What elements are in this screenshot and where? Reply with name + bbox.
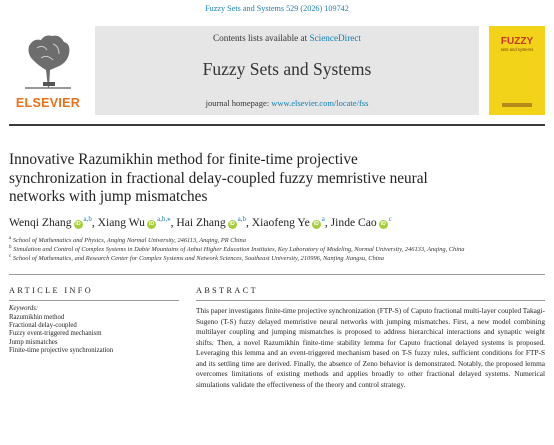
journal-header [9,26,545,118]
cover-footer [489,102,545,109]
keyword-item: Fractional delay-coupled [9,322,77,330]
author-affiliation-marker[interactable]: a,b,⁎ [156,215,171,224]
abstract-rule [196,300,545,301]
abstract-heading: ABSTRACT [196,286,258,295]
author-name[interactable]: Wenqi Zhang [9,216,72,229]
author-separator: , [170,216,177,229]
sciencedirect-link[interactable]: ScienceDirect [309,33,361,43]
author-name[interactable]: Hai Zhang [176,216,226,229]
keywords-heading: Keywords: [9,305,39,312]
author-separator: , [324,216,331,229]
affiliation-text: School of Mathematics and Physics, Anqing Normal University, 246113, Anqing, PR China [12,237,246,244]
author-affiliation-marker[interactable]: a [321,215,325,224]
keyword-list [9,314,179,355]
journal-cover-thumbnail[interactable] [489,26,545,115]
header-divider [9,124,545,126]
article-info-rule [9,300,179,301]
affiliation-item [9,237,549,246]
elsevier-wordmark: ELSEVIER [15,96,81,110]
affiliation-marker: b [9,244,12,250]
cover-subtitle: sets and systems [500,47,534,52]
orcid-icon[interactable]: iD [229,221,235,227]
keyword-item: Razumikhin method [9,314,65,321]
keyword-item: Jump mismatches [9,338,58,346]
journal-citation[interactable]: Fuzzy Sets and Systems 529 (2026) 109742 [205,4,349,13]
cover-imprint-icon [502,102,532,108]
abstract-text: This paper investigates finite-time projective synchronization (FTP-S) of Caputo fractional multi-layer coupled Takagi-Sugeno (T-S) fuzzy delayed memristive neural networks with jumping mismatches. First, a new model combining multilayer coupling and jumping mismatches is proposed to address hierarchical interactions and synaptic weight shifts. Then, a novel Razumikhin finite-time stability lemma for Caputo fractional delayed systems is proposed. Leveraging this lemma and an event-triggered mechanism based on T-S fuzzy rules, sufficient conditions for FTP-S and its settling time are derived. Finally, the absence of Zeno behavior is demonstrated. Notably, the proposed lemma overcomes limitations of existing methods and applies broadly to other fractional delayed systems. Numerical simulations validate the effectiveness of the theory and control strategy. [196,306,545,389]
author-affiliation-marker[interactable]: c [388,215,392,224]
affiliation-item [9,255,549,264]
author-name[interactable]: Xiaofeng Ye [251,216,310,229]
journal-homepage [95,98,479,108]
affiliation-marker: c [9,253,12,259]
homepage-link[interactable]: www.elsevier.com/locate/fss [271,98,369,108]
affiliation-text: School of Mathematics, and Research Center for Complex Systems and Network Sciences, Southeast University, 210996, Nanjing Jiangsu, China [12,254,384,262]
affiliation-item [9,246,549,255]
homepage-prefix: journal homepage: [205,98,272,108]
cover-title: FUZZY [500,36,534,47]
affiliation-text: Simulation and Control of Complex Systems in Dabie Mountains of Anhui Higher Education Institutes, Key Laboratory of Modeling, Normal University, 246133, Anqing, China [13,245,465,253]
journal-banner [95,26,479,115]
author-affiliation-marker[interactable]: a,b [83,215,92,224]
author-separator: , [246,216,252,229]
author-list [9,216,549,229]
orcid-icon[interactable]: iD [380,221,386,227]
contents-prefix: Contents lists available at [213,33,310,43]
author-name[interactable]: Xiang Wu [97,216,145,229]
article-title: Innovative Razumikhin method for finite-time projective synchronization in fractional delay-coupled fuzzy memristive neural networks with jump mismatches [9,151,428,206]
keyword-item: Fuzzy event-triggered mechanism [9,330,102,338]
contents-availability [95,33,479,43]
journal-name[interactable]: Fuzzy Sets and Systems [202,59,372,79]
author-name[interactable]: Jinde Cao [330,216,377,229]
orcid-icon[interactable]: iD [148,221,155,227]
keyword-item: Finite-time projective synchronization [9,346,114,354]
affiliation-list [9,237,549,263]
orcid-icon[interactable]: iD [75,221,81,227]
affiliation-marker: a [9,235,12,241]
article-info-heading: ARTICLE INFO [9,286,94,295]
orcid-icon[interactable]: iD [313,221,319,227]
elsevier-logo[interactable] [9,30,87,112]
elsevier-tree-icon [19,30,77,92]
affiliations-divider [9,274,545,275]
author-affiliation-marker[interactable]: a,b [237,215,246,224]
author-separator: , [91,216,98,229]
